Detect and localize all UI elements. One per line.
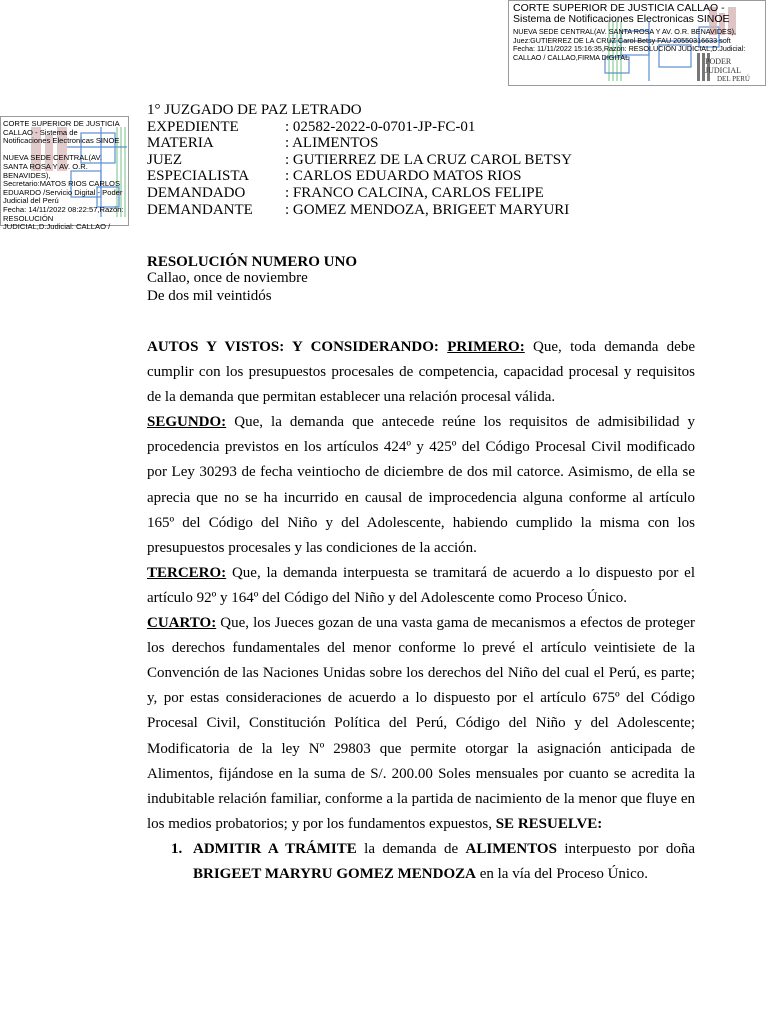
list-item-number: 1.: [171, 840, 183, 857]
stamp-line: Judicial del Perú: [3, 196, 59, 206]
list-item: [147, 837, 695, 887]
paragraph-tercero: [147, 561, 695, 611]
stamp-line: CALLAO / CALLAO,FIRMA DIGITAL: [513, 52, 630, 62]
item-text: en la vía del Proceso Único.: [475, 865, 648, 882]
item-bold: ADMITIR A TRÁMITE: [193, 840, 357, 857]
header-value: : GOMEZ MENDOZA, BRIGEET MARYURI: [285, 201, 570, 218]
case-header: [147, 102, 572, 218]
header-label: DEMANDANTE: [147, 201, 253, 218]
resolution-body: [147, 335, 695, 887]
header-row-especialista: [147, 168, 572, 185]
item-text: interpuesto por doña: [556, 840, 695, 857]
paragraph-cuarto: [147, 611, 695, 837]
resolution-place: Callao, once de noviembre: [147, 270, 308, 286]
digital-signature-stamp-secretary: [0, 116, 129, 232]
digital-signature-stamp-judge: [508, 0, 766, 86]
resolution-place-date: [147, 270, 308, 305]
section-label: PRIMERO:: [447, 339, 525, 355]
stamp-line: CORTE SUPERIOR DE JUSTICIA: [3, 119, 120, 128]
poder-judicial-logo-text: [695, 57, 765, 84]
logo-line: DEL PERÚ: [717, 75, 750, 83]
stamp-line: Secretario:MATOS RIOS CARLOS: [3, 179, 121, 189]
stamp-line: SANTA ROSA Y AV. O.R.: [3, 161, 88, 171]
header-value: : ALIMENTOS: [285, 135, 379, 152]
stamp-line: JUDICIAL,D.Judicial: CALLAO /: [3, 222, 111, 232]
item-text: la demanda de: [356, 840, 466, 857]
section-label: CUARTO:: [147, 615, 217, 632]
stamp-line: Notificaciones Electronicas SINOE: [3, 136, 120, 146]
item-bold: ALIMENTOS: [465, 840, 557, 857]
logo-line: PODER JUDICIAL: [705, 57, 741, 75]
header-label: ESPECIALISTA: [147, 168, 250, 185]
header-label: DEMANDADO: [147, 184, 246, 201]
stamp-details: [3, 120, 129, 232]
stamp-line: Juez:GUTIERREZ DE LA CRUZ Carol Betsy FAU 20550316633 soft: [513, 35, 731, 45]
stamp-line: NUEVA SEDE CENTRAL(AV.: [3, 153, 103, 163]
stamp-line: BENAVIDES),: [3, 170, 51, 180]
court-name: 1° JUZGADO DE PAZ LETRADO: [147, 102, 362, 118]
resolution-year: De dos mil veintidós: [147, 287, 272, 304]
stamp-line: EDUARDO /Servicio Digital - Poder: [3, 187, 123, 197]
header-row-materia: [147, 135, 572, 152]
stamp-line: Fecha: 11/11/2022 15:16:35,Razón: RESOLUCIÓN JUDICIAL,D.Judicial:: [513, 44, 746, 54]
intro-heading: AUTOS Y VISTOS: Y CONSIDERANDO:: [147, 339, 439, 355]
paragraph-segundo: [147, 410, 695, 561]
header-value: : GUTIERREZ DE LA CRUZ CAROL BETSY: [285, 151, 572, 168]
header-row-demandante: [147, 202, 572, 219]
header-value: : CARLOS EDUARDO MATOS RIOS: [285, 168, 522, 185]
section-label: SEGUNDO:: [147, 414, 227, 431]
stamp-title: CORTE SUPERIOR DE JUSTICIA CALLAO - Sistema de Notificaciones Electronicas SINOE: [513, 2, 730, 25]
header-row-demandado: [147, 185, 572, 202]
section-label: TERCERO:: [147, 564, 227, 581]
header-label: EXPEDIENTE: [147, 118, 239, 135]
section-text: Que, toda demanda debe cumplir con los presupuestos procesales de competencia, capacidad procesal y requisitos de la demanda que permitan establecer una relación procesal válida.: [147, 339, 695, 406]
item-bold: BRIGEET MARYRU GOMEZ MENDOZA: [193, 865, 476, 882]
stamp-line: RESOLUCIÓN: [3, 213, 54, 223]
resolve-list: [147, 837, 695, 887]
section-text: Que, los Jueces gozan de una vasta gama de mecanismos a efectos de proteger los derechos fundamentales del menor conforme lo prevé el artículo veintisiete de la Convención de las Naciones Unidas sobre los derechos del Niño del cual el Perú, es parte; y, por estas consideraciones de acuerdo a lo dispuesto por el artículo 675º del Código Procesal Civil, Constitución Política del Perú, Código del Niño y del Adolescente; Modificatoria de la ley Nº 29803 que permite otorgar la asignación anticipada de Alimentos, fijándose en la suma de S/. 200.00 Soles mensuales por cuanto se acredita la indubitable relación familiar, conforme a la partida de nacimiento de la menor que fluye en los medios probatorios; y por los fundamentos expuestos,: [147, 615, 695, 832]
paragraph-primero: [147, 335, 695, 410]
header-value: : FRANCO CALCINA, CARLOS FELIPE: [285, 184, 544, 201]
stamp-line: CALLAO - Sistema de: [3, 127, 78, 137]
header-row-expediente: [147, 119, 572, 136]
section-text: Que, la demanda interpuesta se tramitará de acuerdo a lo dispuesto por el artículo 92º y 164º del Código del Niño y del Adolescente como Proceso Único.: [147, 564, 695, 606]
stamp-line: Fecha: 14/11/2022 08:22:57,Razón:: [3, 204, 124, 214]
header-label: JUEZ: [147, 151, 182, 168]
header-label: MATERIA: [147, 135, 214, 152]
se-resuelve: SE RESUELVE:: [495, 815, 603, 832]
section-text: Que, la demanda que antecede reúne los requisitos de admisibilidad y procedencia previstos en los artículos 424º y 425º del Código Procesal Civil modificado por Ley 30293 de fecha veintiocho de diciembre de dos mil catorce. Asimismo, de ella se aprecia que no se ha incurrido en causal de improcedencia alguna conforme al artículo 165º del Código del Niño y del Adolescente, habiendo cumplido la misma con los presupuestos procesales y las condiciones de la acción.: [147, 414, 695, 556]
stamp-line: NUEVA SEDE CENTRAL(AV. SANTA ROSA Y AV. O.R. BENAVIDES),: [513, 27, 737, 36]
header-row-juez: [147, 152, 572, 169]
header-value: : 02582-2022-0-0701-JP-FC-01: [285, 118, 476, 135]
resolution-title: RESOLUCIÓN NUMERO UNO: [147, 254, 358, 270]
